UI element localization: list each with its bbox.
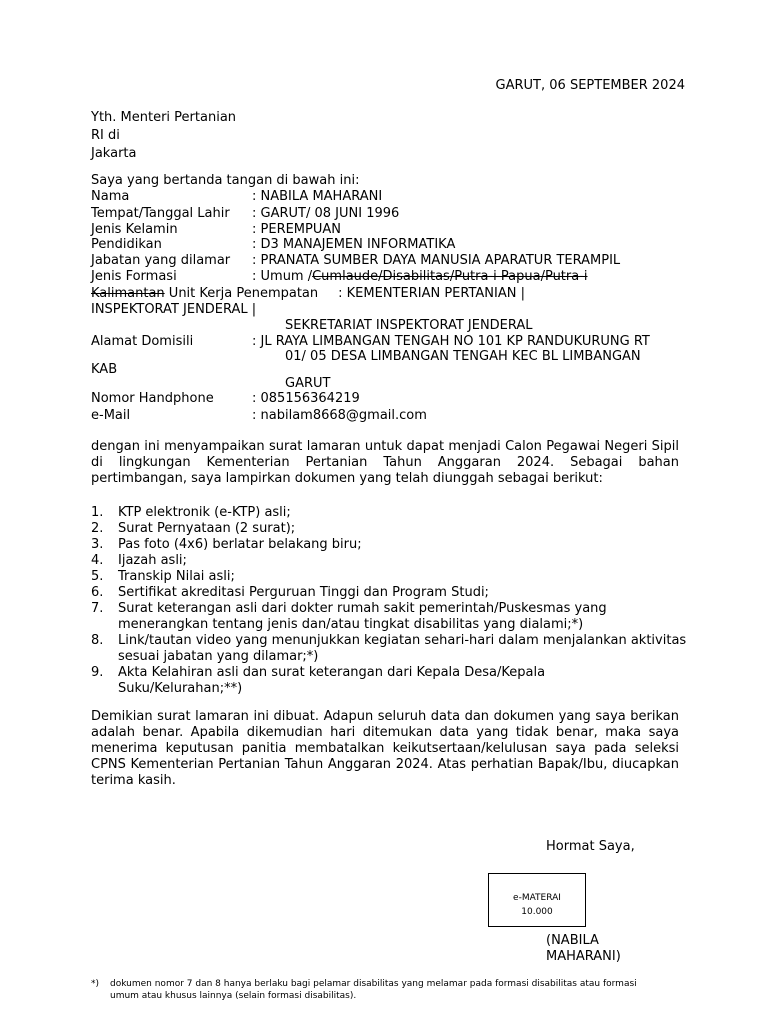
field-unit-kerja (91, 286, 525, 302)
e-materai-box (488, 873, 586, 927)
materai-value: 10.000 (521, 907, 553, 917)
signatory-name (546, 933, 621, 965)
list-text: Pas foto (4x6) berlatar belakang biru; (118, 537, 362, 552)
field-value: : nabilam8668@gmail.com (252, 408, 427, 423)
recipient-line: Yth. Menteri Pertanian (91, 110, 237, 125)
materai-label: e-MATERAI (513, 893, 561, 903)
list-number: 9. (91, 665, 104, 680)
field-ttl (91, 206, 399, 222)
field-alamat-cont (285, 349, 641, 365)
field-alamat-cont (285, 376, 330, 392)
footnote-text: dokumen nomor 7 dan 8 hanya berlaku bagi pelamar disabilitas yang melamar pada formasi disabilitas atau formasi umum atau khusus lainnya (selain formasi disabilitas). (110, 979, 637, 1001)
intro-text: Saya yang bertanda tangan di bawah ini: (91, 173, 360, 188)
list-item (91, 553, 691, 569)
field-value: : Umum / (252, 269, 313, 284)
field-label: Jenis Formasi (91, 269, 177, 284)
list-text: Transkip Nilai asli; (118, 569, 235, 584)
list-text: Surat Pernyataan (2 surat); (118, 521, 296, 536)
field-value: : JL RAYA LIMBANGAN TENGAH NO 101 KP RANDUKURUNG RT (252, 334, 650, 349)
field-formasi (91, 269, 588, 285)
formasi-struck-options: Kalimantan (91, 286, 165, 301)
list-item (91, 521, 691, 537)
list-item (91, 505, 691, 521)
list-number: 1. (91, 505, 104, 520)
footnote (91, 978, 651, 1002)
list-item (91, 633, 691, 665)
field-value: : PRANATA SUMBER DAYA MANUSIA APARATUR TERAMPIL (252, 253, 621, 268)
list-text: KTP elektronik (e-KTP) asli; (118, 505, 291, 520)
list-item (91, 569, 691, 585)
field-email (91, 408, 427, 424)
field-value: INSPEKTORAT JENDERAL | (91, 302, 257, 317)
field-value: : KEMENTERIAN PERTANIAN | (338, 286, 525, 301)
attachment-list (91, 505, 691, 697)
field-label: Pendidikan (91, 237, 162, 252)
field-nama (91, 189, 382, 205)
field-value: GARUT (285, 376, 331, 391)
field-handphone (91, 391, 360, 407)
list-number: 7. (91, 601, 104, 616)
list-number: 8. (91, 633, 104, 648)
list-text: Surat keterangan asli dari dokter rumah sakit pemerintah/Puskesmas yang menerangkan tentang jenis dan/atau tingkat disabilitas yang dialami;*) (118, 601, 607, 632)
field-value: SEKRETARIAT INSPEKTORAT JENDERAL (285, 318, 533, 333)
field-alamat (91, 334, 650, 350)
field-value: 01/ 05 DESA LIMBANGAN TENGAH KEC BL LIMBANGAN (285, 349, 641, 364)
field-value: : 085156364219 (252, 391, 360, 406)
letter-date: GARUT, 06 SEPTEMBER 2024 (495, 78, 685, 93)
list-number: 2. (91, 521, 104, 536)
field-pendidikan (91, 237, 455, 253)
list-item (91, 601, 671, 633)
field-value: : GARUT/ 08 JUNI 1996 (252, 206, 400, 221)
recipient-line: RI di (91, 128, 120, 143)
list-number: 4. (91, 553, 104, 568)
list-item (91, 585, 691, 601)
list-item (91, 665, 621, 697)
recipient-line: Jakarta (91, 146, 137, 161)
field-label: e-Mail (91, 408, 131, 423)
field-alamat-cont (91, 362, 117, 378)
field-label: Unit Kerja Penempatan (164, 286, 319, 301)
field-value: : PEREMPUAN (252, 222, 342, 237)
list-number: 6. (91, 585, 104, 600)
signatory-name-line: (NABILA (546, 933, 599, 948)
field-value: : NABILA MAHARANI (252, 189, 383, 204)
field-value: KAB (91, 362, 118, 377)
signatory-name-line: MAHARANI) (546, 949, 621, 964)
field-label: Alamat Domisili (91, 334, 194, 349)
field-unit-kerja-cont (285, 318, 533, 334)
list-number: 3. (91, 537, 104, 552)
list-text: Link/tautan video yang menunjukkan kegiatan sehari-hari dalam menjalankan aktivitas sesuai jabatan yang dilamar;*) (118, 633, 687, 664)
formasi-struck-options: Cumlaude/Disabilitas/Putra-i Papua/Putra-i (312, 269, 588, 284)
footnote-mark: *) (91, 979, 100, 989)
signature-greeting: Hormat Saya, (546, 839, 635, 854)
list-number: 5. (91, 569, 104, 584)
list-text: Sertifikat akreditasi Perguruan Tinggi dan Program Studi; (118, 585, 489, 600)
recipient-block (91, 109, 236, 163)
field-label: Jabatan yang dilamar (91, 253, 231, 268)
body-paragraph: dengan ini menyampaikan surat lamaran untuk dapat menjadi Calon Pegawai Negeri Sipil di lingkungan Kementerian Pertanian Tahun Anggaran 2024. Sebagai bahan pertimbangan, saya lampirkan dokumen yang telah diunggah sebagai berikut: (91, 439, 679, 486)
field-label: Tempat/Tanggal Lahir (91, 206, 230, 221)
closing-paragraph: Demikian surat lamaran ini dibuat. Adapun seluruh data dan dokumen yang saya berikan adalah benar. Apabila dikemudian hari ditemukan data yang tidak benar, maka saya menerima keputusan panitia membatalkan keikutsertaan/kelulusan saya pada seleksi CPNS Kementerian Pertanian Tahun Anggaran 2024. Atas perhatian Bapak/Ibu, diucapkan terima kasih. (91, 709, 679, 788)
list-item (91, 537, 691, 553)
field-label: Jenis Kelamin (91, 222, 178, 237)
field-jenis-kelamin (91, 222, 341, 238)
field-jabatan (91, 253, 620, 269)
field-value: : D3 MANAJEMEN INFORMATIKA (252, 237, 456, 252)
field-unit-kerja-cont (91, 302, 256, 318)
list-text: Ijazah asli; (118, 553, 187, 568)
field-label: Nama (91, 189, 130, 204)
field-label: Nomor Handphone (91, 391, 214, 406)
list-text: Akta Kelahiran asli dan surat keterangan dari Kepala Desa/Kepala Suku/Kelurahan;**) (118, 665, 546, 696)
